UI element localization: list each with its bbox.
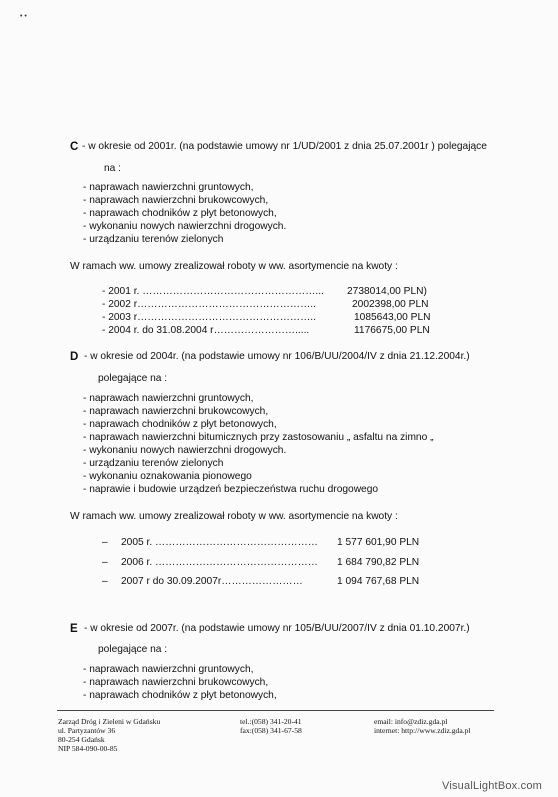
section-d-amount-value: 1 684 790,82 PLN [337,557,420,568]
section-d-item: - wykonaniu oznakowania pionowego [83,471,252,482]
section-d-summary: W ramach ww. umowy zrealizował roboty w ww. asortymencie na kwoty : [70,511,398,522]
section-d-amount-dash: – [102,576,108,587]
section-e-item: - naprawach nawierzchni brukowcowych, [83,677,269,688]
section-d-line1: - w okresie od 2004r. (na podstawie umowy nr 106/B/UU/2004/IV z dnia 21.12.2004r.) [84,351,470,362]
section-c-item: - naprawach chodników z płyt betonowych, [83,208,277,219]
section-d-item: - naprawach nawierzchni gruntowych, [83,393,254,404]
section-c-item: - urządzaniu terenów zielonych [83,234,224,245]
section-d-item: - naprawach nawierzchni brukowcowych, [83,406,269,417]
section-c-amount-value: 2002398,00 PLN [352,299,429,310]
section-c-letter: C [70,141,79,153]
section-d-amount-value: 1 577 601,90 PLN [337,537,420,548]
corner-mark: • • [20,13,27,20]
section-d-amount-label: 2006 r. ………………………………………… [121,557,318,568]
section-d-item: - naprawach nawierzchni bitumicznych przy zastosowaniu „ asfaltu na zimno „ [83,432,434,443]
section-c-amount-label: - 2004 r. do 31.08.2004 r……………………..... [102,325,310,336]
section-d-amount-value: 1 094 767,68 PLN [337,576,420,587]
section-e-item: - naprawach nawierzchni gruntowych, [83,664,254,675]
footer-nip: NIP 584-090-00-85 [58,744,118,753]
footer-city: 80-254 Gdańsk [58,735,105,744]
footer-org-name: Zarząd Dróg i Zieleni w Gdańsku [58,717,161,726]
section-d-item: - naprawie i budowie urządzeń bezpieczeństwa ruchu drogowego [83,484,379,495]
section-d-line2: polegające na : [98,373,168,384]
section-c-amount-value: 2738014,00 PLN) [347,286,427,297]
section-c-summary: W ramach ww. umowy zrealizował roboty w ww. asortymencie na kwoty : [70,261,398,272]
section-d-amount-dash: – [102,537,108,548]
footer-phone: tel.:(058) 341-20-41 [240,717,302,726]
section-d-amount-label: 2007 r do 30.09.2007r…………………… [121,576,303,587]
section-e-item: - naprawach chodników z płyt betonowych, [83,690,277,701]
footer-address: ul. Partyzantów 36 [58,726,116,735]
section-d-letter: D [70,351,79,363]
section-c-line1: - w okresie od 2001r. (na podstawie umowy nr 1/UD/2001 z dnia 25.07.2001r ) polegające [82,141,487,152]
section-e-letter: E [70,623,78,635]
section-c-line2: na : [104,163,121,174]
section-c-amount-label: - 2003 r…………………………………………….. [102,312,316,323]
footer-website: internet: http://www.zdiz.gda.pl [374,726,471,735]
section-e-line2: polegające na : [98,644,168,655]
section-c-amount-label: - 2001 r. ……………………………………………... [102,286,324,297]
section-c-amount-value: 1085643,00 PLN [354,312,431,323]
section-d-item: - naprawach chodników z płyt betonowych, [83,419,277,430]
section-c-amount-value: 1176675,00 PLN [354,325,430,336]
footer-divider [57,710,494,711]
section-c-item: - naprawach nawierzchni gruntowych, [83,182,254,193]
section-d-item: - wykonaniu nowych nawierzchni drogowych. [83,445,287,456]
section-c-item: - wykonaniu nowych nawierzchni drogowych. [83,221,287,232]
section-d-item: - urządzaniu terenów zielonych [83,458,224,469]
watermark: VisualLightBox.com [442,780,543,792]
section-e-line1: - w okresie od 2007r. (na podstawie umowy nr 105/B/UU/2007/IV z dnia 01.10.2007r.) [84,623,470,634]
footer-fax: fax:(058) 341-67-58 [240,726,302,735]
footer-email: email: info@zdiz.gda.pl [374,717,448,726]
section-d-amount-label: 2005 r. ………………………………………… [121,537,318,548]
section-d-amount-dash: – [102,557,108,568]
section-c-item: - naprawach nawierzchni brukowcowych, [83,195,269,206]
section-c-amount-label: - 2002 r…………………………………………….. [102,299,316,310]
